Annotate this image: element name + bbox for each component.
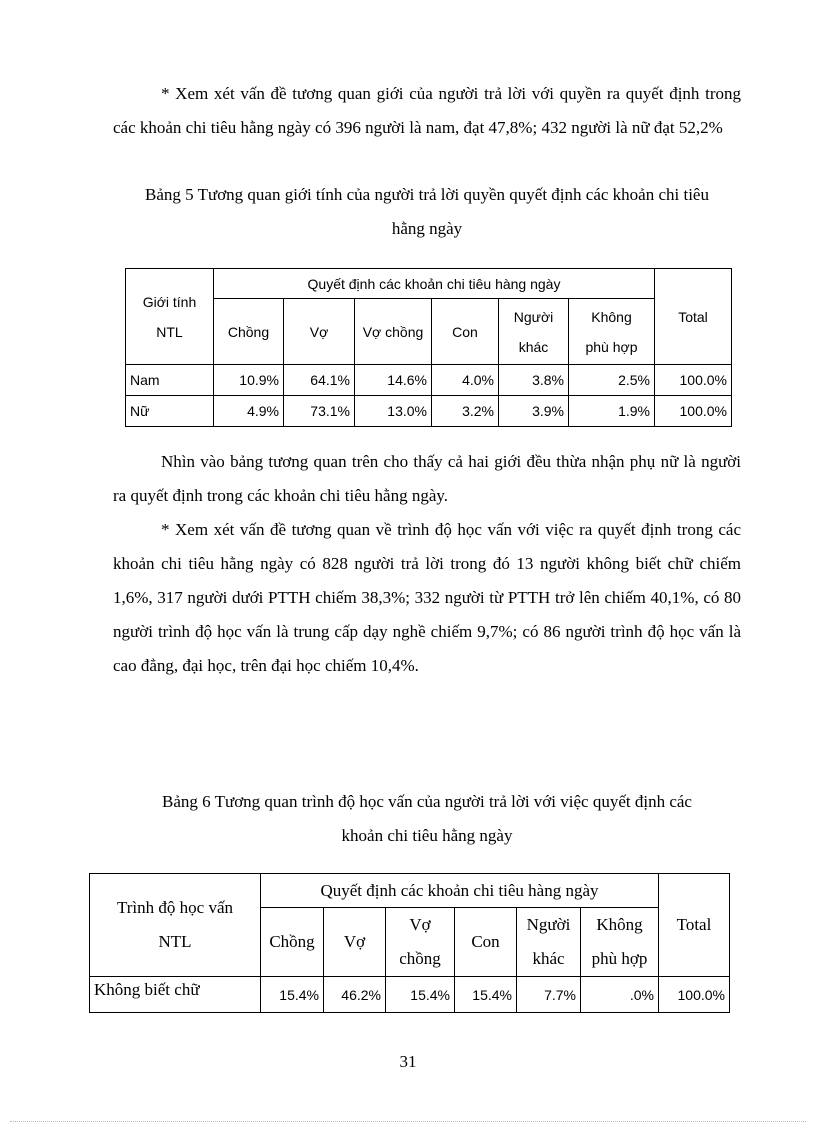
table-cell: 4.0% [432,365,499,396]
page-number: 31 [399,1052,417,1071]
table-row [126,365,732,396]
table5-col-nguoi-khac: Người khác [499,299,569,365]
table6-col-con: Con [455,908,517,977]
table-cell: 1.9% [569,396,655,427]
table-cell: 10.9% [214,365,284,396]
table5-row-header: Giới tính NTL [126,269,214,365]
table5 [125,268,732,427]
table-cell: 46.2% [324,977,386,1013]
table6-col-vo: Vợ [324,908,386,977]
table5-total-header: Total [655,269,732,365]
table-cell: 3.8% [499,365,569,396]
table5-caption-line2: hằng ngày [391,219,463,238]
table-cell: 15.4% [261,977,324,1013]
table-cell: 100.0% [655,365,732,396]
paragraph-gender-intro: * Xem xét vấn đề tương quan giới của người trả lời với quyền ra quyết định trong các khoản chi tiêu hằng ngày có 396 người là nam, đạt 47,8%; 432 người là nữ đạt 52,2% [113,84,741,137]
table6-col-khong-phu-hop: Không phù hợp [581,908,659,977]
table6-col-chong: Chồng [261,908,324,977]
table-cell: 3.9% [499,396,569,427]
table-cell: 15.4% [386,977,455,1013]
table6 [89,873,730,1013]
table6-group-header: Quyết định các khoản chi tiêu hàng ngày [261,874,659,908]
table-cell: 3.2% [432,396,499,427]
table6-row-header: Trình độ học vấn NTL [90,874,261,977]
table-cell: 4.9% [214,396,284,427]
table5-col-khong-phu-hop: Không phù hợp [569,299,655,365]
table5-row-label: Nữ [126,396,214,427]
table5-col-chong: Chồng [214,299,284,365]
table-cell: 7.7% [517,977,581,1013]
table6-col-vo-chong: Vợ chồng [386,908,455,977]
table-cell: 14.6% [355,365,432,396]
table6-caption-line2: khoản chi tiêu hằng ngày [341,826,513,845]
table6-caption-line1: Bảng 6 Tương quan trình độ học vấn của người trả lời với việc quyết định các [162,792,692,811]
table5-col-vo-chong: Vợ chồng [355,299,432,365]
table5-caption-line1: Bảng 5 Tương quan giới tính của người trả lời quyền quyết định các khoản chi tiêu [145,185,709,204]
table-cell: 73.1% [284,396,355,427]
table6-col-nguoi-khac: Người khác [517,908,581,977]
table-cell: 2.5% [569,365,655,396]
table-row [126,396,732,427]
table5-group-header: Quyết định các khoản chi tiêu hàng ngày [214,269,655,299]
table-row [90,977,730,1013]
table5-col-con: Con [432,299,499,365]
table-cell: 100.0% [659,977,730,1013]
table6-total-header: Total [659,874,730,977]
table-cell: 13.0% [355,396,432,427]
table-cell: 100.0% [655,396,732,427]
paragraph-education-intro: * Xem xét vấn đề tương quan về trình độ học vấn với việc ra quyết định trong các khoản chi tiêu hằng ngày có 828 người trả lời trong đó 13 người không biết chữ chiếm 1,6%, 317 người dưới PTTH chiếm 38,3%; 332 người từ PTTH trở lên chiếm 40,1%, có 80 người trình độ học vấn là trung cấp dạy nghề chiếm 9,7%; có 86 người trình độ học vấn là cao đẳng, đại học, trên đại học chiếm 10,4%. [113,520,741,675]
page-bottom-divider [10,1121,806,1122]
paragraph-gender-conclusion: Nhìn vào bảng tương quan trên cho thấy cả hai giới đều thừa nhận phụ nữ là người ra quyết định trong các khoản chi tiêu hằng ngày. [113,452,741,505]
table6-row-label: Không biết chữ [90,977,261,1013]
table5-row-label: Nam [126,365,214,396]
table-cell: .0% [581,977,659,1013]
table-cell: 64.1% [284,365,355,396]
table-cell: 15.4% [455,977,517,1013]
table5-col-vo: Vợ [284,299,355,365]
